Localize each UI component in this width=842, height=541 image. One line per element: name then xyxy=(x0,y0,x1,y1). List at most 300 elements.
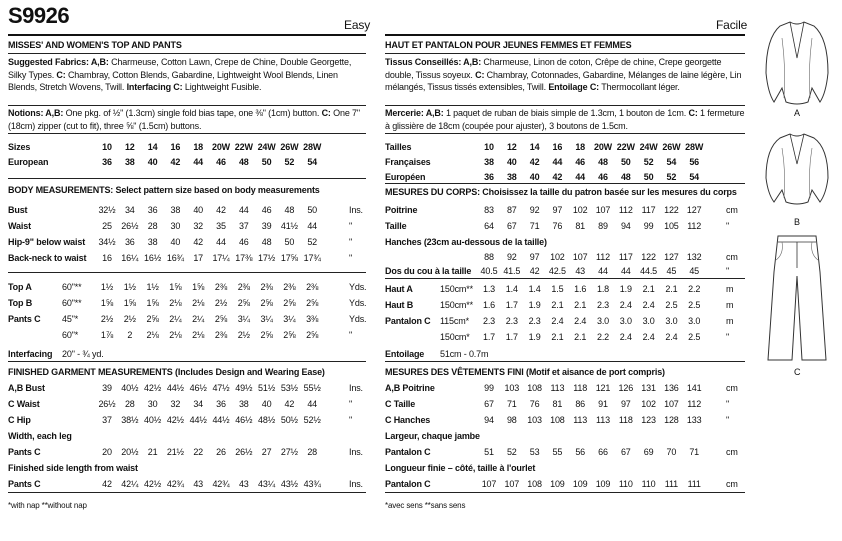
cell-value: 123 xyxy=(641,415,656,425)
fabrics-c-text: Chambray, Cotton Blends, Gabardine, Lightweight Wool Blends, Linen Blends, Stretch Wovens, Twill. xyxy=(8,69,338,92)
cell-value: 1⅝ xyxy=(100,298,114,308)
cell-value: 2⅜ xyxy=(260,282,273,292)
cell-value: 20W xyxy=(593,142,613,152)
unit-label: " xyxy=(349,415,353,425)
cell-value: 50 xyxy=(620,157,631,167)
cell-value: 2⅝ xyxy=(214,314,228,324)
difficulty-level: Easy xyxy=(344,18,371,32)
unit-label: Ins. xyxy=(349,479,363,489)
cell-value: 42 xyxy=(216,205,226,215)
section-title: MISSES' AND WOMEN'S TOP AND PANTS xyxy=(8,40,182,50)
cell-value: 127 xyxy=(664,252,679,262)
row-label: Poitrine xyxy=(385,205,418,215)
fabrics-c-text-fr: Chambray, Cotonnades, Gabardine, Mélanges de laine légère, Lin mélangés, Tissus tissés extensibles, Twill. xyxy=(385,69,742,92)
cell-value: 121 xyxy=(595,383,611,393)
cell-value: 112 xyxy=(687,221,702,231)
cell-value: 28 xyxy=(147,221,158,231)
cell-value: 26W xyxy=(662,142,681,152)
cell-value: 94 xyxy=(484,415,494,425)
cell-value: 2⅜ xyxy=(214,330,228,340)
cell-value: 76 xyxy=(529,399,540,409)
cell-value: 42 xyxy=(529,266,540,276)
cell-value: 128 xyxy=(664,415,679,425)
cell-value: 67 xyxy=(620,447,631,457)
cell-value: 56 xyxy=(689,157,700,167)
cell-value: 76 xyxy=(552,221,563,231)
cell-value: 45 xyxy=(689,266,700,276)
finished-measurements-title-fr: MESURES DES VÊTEMENTS FINI (Motif et aisance de port compris) xyxy=(385,367,665,377)
entoilage-label: Entoilage C: xyxy=(548,82,600,92)
row-label: Bust xyxy=(8,205,28,215)
cell-value: 98 xyxy=(506,415,517,425)
unit-label: Ins. xyxy=(349,447,363,457)
fabric-width: 60"* xyxy=(62,330,79,340)
cell-value: 111 xyxy=(664,479,678,489)
cell-value: 28 xyxy=(307,447,318,457)
cell-value: 1.9 xyxy=(528,300,541,310)
cell-value: 1⅝ xyxy=(169,282,182,292)
cell-value: 1½ xyxy=(100,282,114,292)
cell-value: 112 xyxy=(687,399,702,409)
cell-value: 56 xyxy=(575,447,586,457)
cell-value: 109 xyxy=(572,479,588,489)
unit-label: Yds. xyxy=(349,282,367,292)
cell-value: 22W xyxy=(616,142,635,152)
cell-value: 141 xyxy=(686,383,702,393)
cell-value: 1½ xyxy=(123,282,136,292)
interfacing-row-label: Interfacing xyxy=(8,349,53,359)
fabric-width: 60"** xyxy=(62,298,82,308)
yardage-label: Top B xyxy=(8,298,33,308)
cell-value: 48½ xyxy=(258,415,276,425)
cell-value: 48 xyxy=(261,237,272,247)
entoilage-row-text: 51cm - 0.7m xyxy=(440,349,489,359)
cell-value: 3¼ xyxy=(237,314,250,324)
row-label: Sizes xyxy=(8,142,31,152)
view-b-label: B xyxy=(794,217,800,227)
cell-value: 42½ xyxy=(166,415,184,425)
divider xyxy=(385,53,745,54)
divider xyxy=(385,361,745,362)
cell-value: 71 xyxy=(529,221,540,231)
fabric-width: 150cm** xyxy=(440,300,473,310)
cell-value: 2.1 xyxy=(665,284,678,294)
cell-value: 43¾ xyxy=(303,479,321,489)
row-label: Pants C xyxy=(8,447,41,457)
cell-value: 41.5 xyxy=(503,266,521,276)
cell-value: 2.2 xyxy=(688,284,701,294)
cell-value: 54 xyxy=(689,172,700,182)
cell-value: 2.1 xyxy=(551,300,564,310)
cell-value: 99 xyxy=(643,221,654,231)
cell-value: 2⅝ xyxy=(260,298,273,308)
cell-value: 10 xyxy=(484,142,494,152)
divider xyxy=(8,53,366,54)
divider xyxy=(8,178,366,179)
cell-value: 50 xyxy=(643,172,654,182)
unit-label: Ins. xyxy=(349,383,363,393)
mercerie-label: Mercerie: A,B: xyxy=(385,108,444,118)
mercerie-text: 1 paquet de ruban de biais simple de 1.3cm, 1 bouton de 1cm. xyxy=(443,108,689,118)
cell-value: 20W xyxy=(211,142,231,152)
fabrics-label: Suggested Fabrics: A,B: xyxy=(8,57,109,67)
row-label: C Taille xyxy=(385,399,416,409)
cell-value: 42¾ xyxy=(212,479,230,489)
cell-value: 17¾ xyxy=(303,253,321,263)
unit-label: " xyxy=(349,330,353,340)
cell-value: 38 xyxy=(147,237,158,247)
unit-label: " xyxy=(726,399,730,409)
row-label: A,B Bust xyxy=(8,383,45,393)
entoilage-row-label: Entoilage xyxy=(385,349,425,359)
cell-value: 2.4 xyxy=(574,316,587,326)
cell-value: 109 xyxy=(550,479,565,489)
cell-value: 16 xyxy=(170,142,181,152)
cell-value: 53 xyxy=(529,447,540,457)
fabrics-c-label-fr: C: xyxy=(475,69,485,80)
cell-value: 44 xyxy=(307,221,318,231)
cell-value: 16¼ xyxy=(121,253,139,263)
cell-value: 44 xyxy=(238,205,249,215)
cell-value: 42 xyxy=(193,237,204,247)
cell-value: 1.3 xyxy=(482,284,496,294)
cell-value: 48 xyxy=(238,157,249,167)
cell-value: 1.7 xyxy=(482,332,496,342)
cell-value: 110 xyxy=(641,479,656,489)
row-label: Taille xyxy=(385,221,407,231)
cell-value: 2⅝ xyxy=(306,330,319,340)
cell-value: 34½ xyxy=(98,237,116,247)
cell-value: 117 xyxy=(641,205,656,215)
cell-value: 10 xyxy=(102,142,112,152)
cell-value: 110 xyxy=(618,479,633,489)
cell-value: 54 xyxy=(307,157,318,167)
cell-value: 88 xyxy=(484,252,494,262)
row-label: Width, each leg xyxy=(8,431,72,441)
view-c-pants-sketch xyxy=(762,232,832,367)
cell-value: 2½ xyxy=(123,314,136,324)
unit-label: " xyxy=(349,253,353,263)
cell-value: 113 xyxy=(550,383,565,393)
cell-value: 44½ xyxy=(212,415,230,425)
cell-value: 2⅝ xyxy=(283,330,296,340)
cell-value: 108 xyxy=(527,479,542,489)
divider xyxy=(385,492,745,493)
section-title-fr: HAUT ET PANTALON POUR JEUNES FEMMES ET FEMMES xyxy=(385,40,632,50)
cell-value: 43¼ xyxy=(258,479,276,489)
interfacing-text: Lightweight Fusible. xyxy=(182,82,262,92)
cell-value: 81 xyxy=(575,221,586,231)
view-a-top-sketch xyxy=(762,18,832,118)
pattern-number: S9926 xyxy=(8,3,70,28)
notions-c-text: One 7" (18cm) zipper (cut to fit), three ⅝" (1.5cm) buttons. xyxy=(8,108,360,131)
cell-value: 17⅜ xyxy=(235,253,253,263)
cell-value: 3.0 xyxy=(619,316,632,326)
cell-value: 133 xyxy=(686,415,702,425)
cell-value: 64 xyxy=(484,221,494,231)
cell-value: 35 xyxy=(216,221,226,231)
cell-value: 3.0 xyxy=(596,316,610,326)
cell-value: 40 xyxy=(506,157,517,167)
cell-value: 46½ xyxy=(235,415,253,425)
hanches-label: Hanches (23cm au-dessous de la taille) xyxy=(385,237,547,247)
cell-value: 67 xyxy=(506,221,517,231)
cell-value: 36 xyxy=(216,399,226,409)
cell-value: 38 xyxy=(506,172,517,182)
cell-value: 3⅜ xyxy=(306,314,319,324)
view-a-label: A xyxy=(794,108,800,118)
cell-value: 2.1 xyxy=(642,284,655,294)
unit-label: cm xyxy=(726,205,738,215)
unit-label: Yds. xyxy=(349,314,367,324)
cell-value: 52 xyxy=(307,237,318,247)
cell-value: 94 xyxy=(620,221,631,231)
cell-value: 46½ xyxy=(189,383,207,393)
cell-value: 3¼ xyxy=(260,314,273,324)
cell-value: 108 xyxy=(550,415,565,425)
cell-value: 113 xyxy=(596,415,610,425)
fabrics-text: Charmeuse, Cotton Lawn, Crepe de Chine, Double Georgette, Silky Types. xyxy=(8,57,352,80)
cell-value: 42 xyxy=(284,399,295,409)
cell-value: 18 xyxy=(193,142,204,152)
cell-value: 44 xyxy=(598,266,608,276)
cell-value: 41½ xyxy=(280,221,298,231)
divider xyxy=(385,133,745,134)
cell-value: 2.4 xyxy=(619,300,632,310)
cell-value: 102 xyxy=(572,205,588,215)
cell-value: 1.5 xyxy=(551,284,564,294)
cell-value: 26½ xyxy=(235,447,253,457)
unit-label: Ins. xyxy=(349,205,363,215)
mercerie-c-text: 1 fermeture à glissière de 18cm (coupée pour ajuster), 3 boutons de 1.5cm. xyxy=(385,108,745,131)
cell-value: 122 xyxy=(641,252,656,262)
cell-value: 97 xyxy=(620,399,631,409)
cell-value: 26 xyxy=(216,447,226,457)
cell-value: 42 xyxy=(170,157,181,167)
finished-measurements-title: FINISHED GARMENT MEASUREMENTS (Includes Design and Wearing Ease) xyxy=(8,367,325,377)
unit-label: m xyxy=(726,300,734,310)
row-label: Pantalon C xyxy=(385,447,431,457)
cell-value: 37 xyxy=(238,221,249,231)
cell-value: 44 xyxy=(307,399,318,409)
header-rule xyxy=(385,34,745,36)
cell-value: 122 xyxy=(664,205,679,215)
cell-value: 52 xyxy=(666,172,677,182)
cell-value: 92 xyxy=(506,252,517,262)
cell-value: 46 xyxy=(238,237,249,247)
cell-value: 36 xyxy=(147,205,158,215)
cell-value: 1⅝ xyxy=(146,298,159,308)
cell-value: 102 xyxy=(641,399,656,409)
cell-value: 2⅛ xyxy=(169,330,182,340)
cell-value: 2.4 xyxy=(642,300,655,310)
cell-value: 53½ xyxy=(280,383,298,393)
cell-value: 111 xyxy=(687,479,701,489)
cell-value: 52 xyxy=(506,447,517,457)
cell-value: 14 xyxy=(529,142,540,152)
unit-label: " xyxy=(349,237,353,247)
cell-value: 38 xyxy=(238,399,249,409)
cell-value: 21½ xyxy=(166,447,184,457)
cell-value: 42 xyxy=(552,172,563,182)
row-label: Longueur finie – côté, taille à l'ourlet xyxy=(385,463,536,473)
cell-value: 81 xyxy=(552,399,563,409)
cell-value: 12 xyxy=(506,142,517,152)
cell-value: 18 xyxy=(575,142,586,152)
row-label: Largeur, chaque jambe xyxy=(385,431,480,441)
cell-value: 51½ xyxy=(258,383,276,393)
row-label: C Waist xyxy=(8,399,40,409)
cell-value: 55 xyxy=(552,447,563,457)
cell-value: 2½ xyxy=(100,314,114,324)
cell-value: 38 xyxy=(124,157,135,167)
cell-value: 2.3 xyxy=(596,300,610,310)
cell-value: 69 xyxy=(643,447,654,457)
fabrics-c-label: C: xyxy=(56,69,66,80)
cell-value: 44 xyxy=(193,157,204,167)
unit-label: " xyxy=(349,221,353,231)
cell-value: 44.5 xyxy=(640,266,658,276)
cell-value: 1⅞ xyxy=(100,330,114,340)
cell-value: 2⅜ xyxy=(306,282,319,292)
cell-value: 38 xyxy=(170,205,181,215)
cell-value: 38 xyxy=(484,157,494,167)
cell-value: 136 xyxy=(664,383,679,393)
cell-value: 20½ xyxy=(121,447,139,457)
fabric-width: 150cm** xyxy=(440,284,473,294)
cell-value: 1½ xyxy=(146,282,159,292)
view-b-top-sketch xyxy=(762,130,832,215)
cell-value: 2½ xyxy=(214,298,228,308)
cell-value: 112 xyxy=(618,205,633,215)
yardage-label: Haut A xyxy=(385,284,413,294)
cell-value: 1⅝ xyxy=(123,298,136,308)
cell-value: 87 xyxy=(506,205,517,215)
entoilage-text: Thermocollant léger. xyxy=(599,82,680,92)
cell-value: 17¼ xyxy=(212,253,230,263)
cell-value: 52 xyxy=(643,157,654,167)
fabrics-text-fr: Charmeuse, Linon de coton, Crêpe de chine, Crepe georgette double, Tissus soyeux. xyxy=(385,57,722,80)
cell-value: 25 xyxy=(102,221,112,231)
cell-value: 47½ xyxy=(212,383,230,393)
view-c-label: C xyxy=(794,367,801,377)
cell-value: 107 xyxy=(504,479,520,489)
cell-value: 43 xyxy=(193,479,204,489)
unit-label: " xyxy=(726,221,730,231)
row-label: Pantalon C xyxy=(385,479,431,489)
suggested-fabrics xyxy=(8,56,366,94)
cell-value: 44 xyxy=(620,266,631,276)
unit-label: m xyxy=(726,284,734,294)
cell-value: 40.5 xyxy=(480,266,498,276)
unit-label: " xyxy=(726,266,730,276)
cell-value: 48 xyxy=(284,205,295,215)
cell-value: 16½ xyxy=(144,253,162,263)
cell-value: 97 xyxy=(529,252,540,262)
cell-value: 2½ xyxy=(237,330,250,340)
row-label: Back-neck to waist xyxy=(8,253,87,263)
row-label: Hip-9" below waist xyxy=(8,237,86,247)
divider xyxy=(8,105,366,106)
cell-value: 32 xyxy=(193,221,204,231)
cell-value: 92 xyxy=(529,205,540,215)
cell-value: 2⅜ xyxy=(214,282,228,292)
fabric-width: 150cm* xyxy=(440,332,470,342)
cell-value: 2.1 xyxy=(574,300,587,310)
cell-value: 51 xyxy=(484,447,494,457)
cell-value: 43 xyxy=(575,266,586,276)
cell-value: 2.5 xyxy=(665,300,678,310)
cell-value: 46 xyxy=(575,157,586,167)
cell-value: 71 xyxy=(689,447,700,457)
cell-value: 108 xyxy=(527,383,542,393)
cell-value: 131 xyxy=(641,383,656,393)
cell-value: 17½ xyxy=(258,253,276,263)
cell-value: 22 xyxy=(193,447,204,457)
cell-value: 45 xyxy=(666,266,677,276)
cell-value: 83 xyxy=(484,205,494,215)
cell-value: 40½ xyxy=(121,383,139,393)
cell-value: 102 xyxy=(550,252,565,262)
cell-value: 40½ xyxy=(144,415,162,425)
cell-value: 34 xyxy=(193,399,204,409)
row-label: Pants C xyxy=(8,479,41,489)
divider xyxy=(8,133,366,134)
body-measurements-title: BODY MEASUREMENTS: Select pattern size based on body measurements xyxy=(8,185,320,195)
fabric-width: 45"* xyxy=(62,314,79,324)
cell-value: 16 xyxy=(102,253,112,263)
cell-value: 2⅝ xyxy=(283,298,296,308)
cell-value: 43 xyxy=(238,479,249,489)
cell-value: 42¾ xyxy=(166,479,184,489)
cell-value: 2.3 xyxy=(528,316,541,326)
cell-value: 44 xyxy=(575,172,586,182)
row-label: European xyxy=(8,157,49,167)
cell-value: 22W xyxy=(234,142,253,152)
unit-label: Yds. xyxy=(349,298,367,308)
cell-value: 40 xyxy=(170,237,181,247)
cell-value: 24W xyxy=(639,142,658,152)
footnote-fr: *avec sens **sans sens xyxy=(385,501,466,510)
cell-value: 52 xyxy=(284,157,295,167)
cell-value: 16¾ xyxy=(166,253,184,263)
cell-value: 28W xyxy=(685,142,704,152)
yardage-label: Haut B xyxy=(385,300,414,310)
footnote: *with nap **without nap xyxy=(8,501,87,510)
cell-value: 40 xyxy=(261,399,272,409)
dos-label: Dos du cou à la taille xyxy=(385,266,472,276)
cell-value: 2¼ xyxy=(192,314,205,324)
cell-value: 39 xyxy=(102,383,112,393)
cell-value: 107 xyxy=(572,252,588,262)
yardage-label: Pantalon C xyxy=(385,316,431,326)
cell-value: 50 xyxy=(284,237,295,247)
yardage-label: Pants C xyxy=(8,314,41,324)
cell-value: 52½ xyxy=(303,415,321,425)
cell-value: 1⅝ xyxy=(192,282,205,292)
row-label: C Hanches xyxy=(385,415,431,425)
row-label: Finished side length from waist xyxy=(8,463,138,473)
cell-value: 2.3 xyxy=(505,316,518,326)
cell-value: 32½ xyxy=(98,205,116,215)
yardage-label: Top A xyxy=(8,282,32,292)
cell-value: 16 xyxy=(552,142,563,152)
cell-value: 50 xyxy=(307,205,318,215)
cell-value: 2⅛ xyxy=(146,330,159,340)
cell-value: 17⅝ xyxy=(280,253,298,263)
fabrics-label-fr: Tissus Conseillés: A,B: xyxy=(385,57,482,67)
unit-label: " xyxy=(726,415,730,425)
